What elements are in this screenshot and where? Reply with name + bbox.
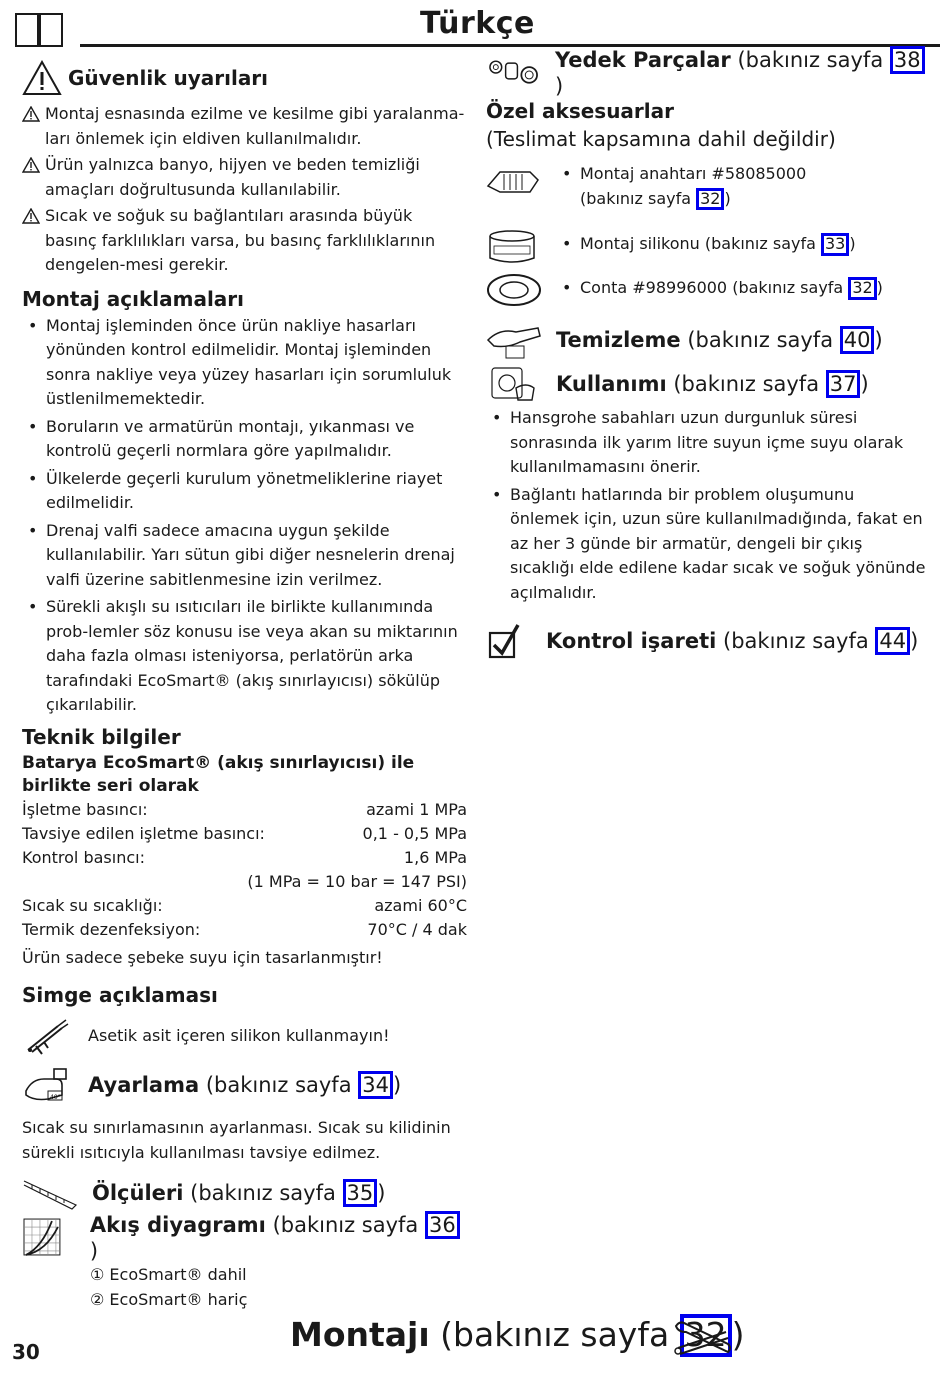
warning-small-icon <box>22 106 40 122</box>
paren: ) <box>860 371 869 396</box>
list-item: • Sürekli akışlı su ısıtıcıları ile birlikte kullanımında prob-lemler söz konusu ise veya akan su miktarının daha fazla olması isteniyorsa, perlatörün arka tarafındaki EcoSmart® (akış sınırlayıcısı) sökülüp çıkarılabilir. <box>22 595 467 718</box>
tech-subheading: Batarya EcoSmart® (akış sınırlayıcısı) ile <box>22 752 415 773</box>
flow-legend-item: ① EcoSmart® dahil <box>90 1265 247 1284</box>
paren: ) <box>874 327 883 352</box>
check-label: Kontrol işareti <box>546 628 717 653</box>
spec-row <box>22 798 467 822</box>
footer-ref: (bakınız sayfa <box>440 1315 680 1354</box>
adjust-label: Ayarlama <box>88 1072 200 1097</box>
cleaning-hand-icon <box>486 320 542 360</box>
warning-small-icon <box>22 157 40 173</box>
safety-item-text: Sıcak ve soğuk su bağlantıları arasında büyük basınç farklılıkları varsa, bu basınç farklılıklarının dengelen-mesi gerekir. <box>45 206 436 274</box>
page-link-34[interactable]: 34 <box>358 1071 393 1099</box>
right-column <box>486 47 926 663</box>
spec-value: (1 MPa = 10 bar = 147 PSI) <box>247 871 467 891</box>
flow-diagram-icon <box>22 1217 62 1257</box>
assembly-notes-list <box>22 314 467 718</box>
safety-item-text: Ürün yalnızca banyo, hijyen ve beden temizliği amaçları doğrultusunda kullanılabilir. <box>45 155 420 199</box>
paren: ) <box>910 628 919 653</box>
wrench-tools-icon <box>672 1318 734 1362</box>
usage-hand-icon <box>486 364 542 404</box>
tech-specs <box>22 798 467 942</box>
page-link-40[interactable]: 40 <box>840 326 875 354</box>
list-item: • Montaj işleminden önce ürün nakliye hasarları yönünden kontrol edilmelidir. Montaj işleminden sonra nakliye veya yüzey hasarları için sorumluluk üstlenilmemektedir. <box>22 314 467 412</box>
dimensions-heading <box>92 1179 385 1207</box>
seal-ring-icon <box>486 272 542 308</box>
warning-small-icon <box>22 208 40 224</box>
spare-parts-heading <box>555 46 926 98</box>
seal-text: Conta #98996000 (bakınız sayfa <box>580 278 849 298</box>
cleaning-row <box>486 318 926 362</box>
safety-heading-row <box>22 60 467 96</box>
silicone-gun-icon <box>22 1016 70 1056</box>
page-link-32-footer[interactable]: 32 <box>680 1314 732 1357</box>
list-item: • Boruların ve armatürün montajı, yıkanması ve kontrolü geçerli normlara göre yapılmalıdır. <box>22 415 467 464</box>
flow-label: Akış diyagramı <box>89 1212 266 1237</box>
accessory-silicone-row <box>486 224 926 268</box>
adjust-row <box>22 1060 467 1110</box>
spec-row <box>22 918 467 942</box>
cleaning-heading <box>556 326 883 354</box>
paren: ) <box>89 1239 99 1264</box>
paren: ) <box>731 1315 745 1354</box>
list-item <box>556 276 883 301</box>
list-item: • Ülkelerde geçerli kurulum yönetmeliklerine riayet edilmelidir. <box>22 467 467 516</box>
page-link-37[interactable]: 37 <box>826 370 861 398</box>
accessory-seal-row <box>486 268 926 312</box>
flow-legend-item: ② EcoSmart® hariç <box>90 1289 248 1309</box>
usage-ref: (bakınız sayfa <box>673 371 826 396</box>
usage-list <box>486 406 926 605</box>
accessory-silicone <box>556 232 856 260</box>
paren: ) <box>876 278 883 298</box>
flow-row <box>22 1212 467 1264</box>
spec-value: 70°C / 4 dak <box>367 919 467 939</box>
adjust-heading <box>88 1071 401 1099</box>
spec-value: 1,6 MPa <box>403 847 467 867</box>
paren: ) <box>377 1180 386 1205</box>
safety-item <box>22 102 467 151</box>
flow-heading <box>90 1211 467 1263</box>
usage-label: Kullanımı <box>556 371 667 396</box>
safety-item <box>22 153 467 202</box>
check-mark-icon <box>486 623 520 659</box>
paren: ) <box>724 188 731 208</box>
accessories-heading: Özel aksesuarlar <box>486 99 675 123</box>
safety-item <box>22 204 467 278</box>
page-link-32[interactable]: 32 <box>696 188 724 211</box>
paren: ) <box>392 1072 402 1097</box>
page-link-32[interactable]: 32 <box>848 277 876 300</box>
spec-label: Sıcak su sıcaklığı: <box>22 895 163 915</box>
tech-heading: Teknik bilgiler <box>22 724 181 749</box>
spec-row <box>22 822 467 846</box>
tech-subheading: birlikte seri olarak <box>22 775 199 796</box>
silicone-note-row <box>22 1016 467 1056</box>
assembly-notes-heading: Montaj açıklamaları <box>22 286 245 311</box>
spec-row <box>22 870 467 894</box>
accessory-key-row <box>486 162 926 218</box>
page-number: 30 <box>12 1340 40 1364</box>
flow-legend <box>22 1263 467 1312</box>
page-link-44[interactable]: 44 <box>875 627 910 655</box>
paren: ) <box>554 74 564 99</box>
page-title: Türkçe <box>420 6 535 41</box>
manual-book-icon <box>14 10 64 48</box>
silicone-text: Montaj silikonu (bakınız sayfa <box>580 234 821 254</box>
cleaning-label: Temizleme <box>556 327 681 352</box>
key-line: Montaj anahtarı #58085000 <box>580 164 807 183</box>
spec-label: Tavsiye edilen işletme basıncı: <box>22 823 265 843</box>
list-item: • Drenaj valfi sadece amacına uygun şekilde kullanılabilir. Yarı sütun gibi diğer nesnelerin drenaj valfi üzerine sabitlenmesine izin verilmez. <box>22 519 467 593</box>
usage-row <box>486 362 926 406</box>
hand-adjust-icon <box>22 1065 70 1105</box>
silicone-tin-icon <box>486 226 542 266</box>
page-link-33[interactable]: 33 <box>821 233 849 256</box>
spec-row <box>22 846 467 870</box>
spare-parts-label: Yedek Parçalar <box>554 47 731 72</box>
spare-parts-row <box>486 47 926 99</box>
accessory-key <box>556 162 806 214</box>
adjust-description: Sıcak su sınırlamasının ayarlanması. Sıcak su kilidinin sürekli ısıtıcıyla kullanılması tavsiye edilmez. <box>22 1118 451 1162</box>
list-item: • Hansgrohe sabahları uzun durgunluk süresi sonrasında ilk yarım litre suyun içme suyu olarak kullanılmamasını önerir. <box>486 406 926 480</box>
check-row <box>486 619 926 663</box>
adjust-ref: (bakınız sayfa <box>205 1072 359 1097</box>
list-item <box>556 232 856 257</box>
usage-heading <box>556 370 869 398</box>
key-ref: (bakınız sayfa <box>580 188 697 208</box>
tech-note: Ürün sadece şebeke suyu için tasarlanmıştır! <box>22 947 383 967</box>
spec-row <box>22 894 467 918</box>
page-link-35[interactable]: 35 <box>343 1179 378 1207</box>
accessory-seal <box>556 276 883 304</box>
cleaning-ref: (bakınız sayfa <box>687 327 840 352</box>
left-column <box>22 60 467 1312</box>
list-item <box>556 162 806 211</box>
warning-triangle-icon <box>22 60 62 96</box>
spare-parts-ref: (bakınız sayfa <box>737 47 890 72</box>
spec-value: azami 60°C <box>374 895 467 915</box>
spec-value: azami 1 MPa <box>366 799 467 819</box>
flow-ref: (bakınız sayfa <box>272 1212 425 1237</box>
spec-label: İşletme basıncı: <box>22 799 148 819</box>
mounting-key-icon <box>486 162 542 202</box>
symbols-heading: Simge açıklaması <box>22 983 218 1007</box>
dimensions-row <box>22 1171 467 1215</box>
silicone-note: Asetik asit içeren silikon kullanmayın! <box>88 1025 390 1045</box>
check-heading <box>546 627 918 655</box>
svg-text:40°: 40° <box>50 1094 61 1101</box>
safety-item-text: Montaj esnasında ezilme ve kesilme gibi yaralanma-ları önlemek için eldiven kullanılmalıdır. <box>45 104 465 148</box>
check-ref: (bakınız sayfa <box>723 628 876 653</box>
spare-parts-icon <box>486 55 541 89</box>
accessories-subheading: (Teslimat kapsamına dahil değildir) <box>486 127 836 151</box>
dimensions-label: Ölçüleri <box>92 1180 184 1205</box>
spec-label: Kontrol basıncı: <box>22 847 145 867</box>
ruler-dimensions-icon <box>22 1175 78 1211</box>
footer-title: Montajı <box>290 1315 430 1354</box>
spec-value: 0,1 - 0,5 MPa <box>362 823 467 843</box>
spec-label: Termik dezenfeksiyon: <box>22 919 201 939</box>
page-link-38[interactable]: 38 <box>890 46 925 74</box>
safety-heading: Güvenlik uyarıları <box>68 66 269 90</box>
page-link-36[interactable]: 36 <box>425 1211 460 1239</box>
paren: ) <box>849 234 856 254</box>
list-item: • Bağlantı hatlarında bir problem oluşumunu önlemek için, uzun süre kullanılmadığında, fakat en az her 3 günde bir armatür, dengeli bir çıkış sıcaklığı elde edilene kadar sıcak ve soğuk yönünde açılmalıdır. <box>486 483 926 606</box>
dimensions-ref: (bakınız sayfa <box>190 1180 343 1205</box>
